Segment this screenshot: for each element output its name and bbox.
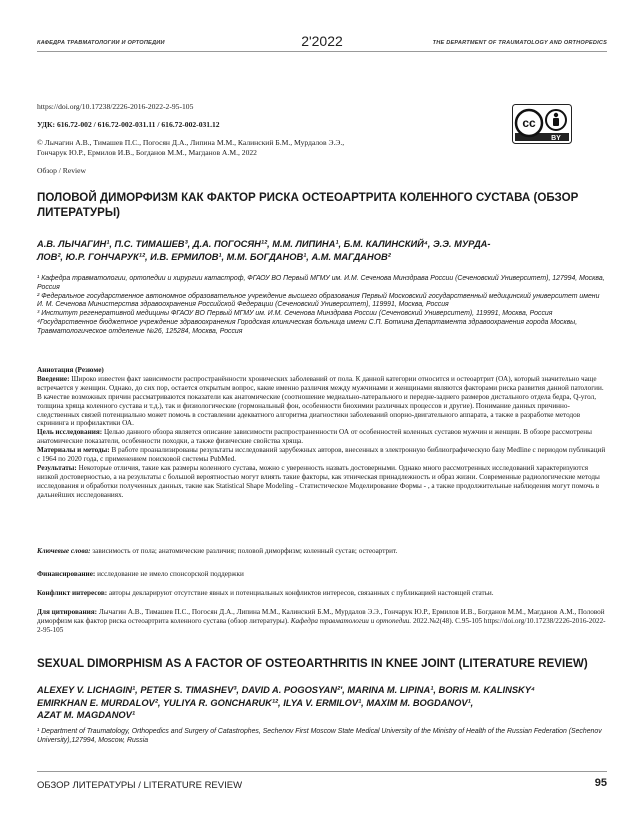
results-label: Результаты: (37, 463, 77, 472)
by-person-head (554, 113, 558, 117)
results-text: Некоторые отличия, такие как размеры коленного сустава, можно с уверенность назвать достоверными. Однако много рассмотренных исследований характеризуются низкой достоверностью, а на результаты с большой вероятностью могут влиять такие факторы, как этническая принадлежность и образ жизни. Современные радиологические методы исследования и обработки полученных данных, такие как Statistical Shape Modeling - Статистическое Моделирование Формы - , а также продолжительные наблюдения могут помочь в дальнейших исследованиях. (37, 463, 600, 499)
affiliation-3: ³ Институт регенеративной медицины ФГАОУ ВО Первый МГМУ им. И.М. Сеченова Минздрава России (Сеченовский Университет), 119991, Москва, Россия (37, 310, 553, 318)
citation-journal: Кафедра травматологии и ортопедии. (290, 617, 412, 625)
citation-label: Для цитирования: (37, 608, 98, 616)
copyright-line-2: Гончарук Ю.Р., Ермилов И.В., Богданов М.М., Магданов А.М., 2022 (37, 148, 257, 157)
affiliation-en: ¹ Department of Traumatology, Orthopedics and Surgery of Catastrophes, Sechenov First Moscow State Medical University of the Ministry of Health of the Russian Federation (Sechenov University),127994, Moscow, Russia (37, 728, 602, 744)
cc-icon-text: cc (522, 116, 536, 130)
header-divider (37, 51, 607, 52)
keywords-text: зависимость от пола; анатомические различия; половой диморфизм; коленный сустав; остеоартрит. (90, 547, 398, 555)
cc-by-license-icon[interactable] (512, 104, 572, 144)
by-person-body (553, 118, 559, 126)
udk-codes: УДК: 616.72-002 / 616.72-002-031.11 / 616.72-002-031.12 (37, 120, 220, 129)
methods-label: Материалы и методы: (37, 446, 110, 455)
conflict-text: авторы декларируют отсутствие явных и потенциальных конфликтов интересов, связанных с публикацией настоящей статьи. (107, 589, 494, 597)
keywords (37, 547, 607, 555)
citation (37, 608, 607, 635)
funding (37, 570, 607, 578)
authors-ru-line-2: ЛОВ², Ю.Р. ГОНЧАРУК¹², И.В. ЕРМИЛОВ¹, М.М. БОГДАНОВ¹, А.М. МАГДАНОВ² (37, 251, 391, 262)
authors-ru-line-1: А.В. ЛЫЧАГИН¹, П.С. ТИМАШЕВ³, Д.А. ПОГОСЯН¹², М.М. ЛИПИНА¹, Б.М. КАЛИНСКИЙ⁴, Э.Э. МУРДА- (37, 239, 491, 249)
copyright-line-1: © Лычагин А.В., Тимашев П.С., Погосян Д.А., Липина М.М., Калинский Б.М., Мурдалов Э.Э., (37, 138, 345, 147)
intro-label: Введение: (37, 374, 70, 383)
affiliations-ru (37, 275, 607, 337)
abstract-introduction (37, 375, 607, 428)
article-type: Обзор / Review (37, 166, 86, 175)
authors-en-line-2: EMIRKHAN E. MURDALOV², YULIYA R. GONCHARUK¹², ILYA V. ERMILOV¹, MAXIM M. BOGDANOV¹, (37, 697, 474, 708)
footer-section-title: ОБЗОР ЛИТЕРАТУРЫ / LITERATURE REVIEW (37, 780, 243, 791)
page-number: 95 (594, 777, 607, 789)
article-title-ru: ПОЛОВОЙ ДИМОРФИЗМ КАК ФАКТОР РИСКА ОСТЕОАРТРИТА КОЛЕННОГО СУСТАВА (ОБЗОР ЛИТЕРАТУРЫ) (37, 191, 579, 219)
doi-link[interactable]: https://doi.org/10.17238/2226-2016-2022-2-95-105 (37, 102, 194, 111)
affiliation-4: ⁴Государственное бюджетное учреждение здравоохранения Городская клиническая больница имени С.П. Боткина Департамента здравоохранения города Москвы, Травматологическое отделение №26, 125284, Москва, Россия (37, 318, 578, 335)
by-label: BY (551, 135, 561, 142)
footer-divider (37, 771, 607, 772)
conflict-of-interest (37, 589, 607, 597)
keywords-label: Ключевые слова: (37, 547, 91, 555)
authors-en-line-3: AZAT M. MAGDANOV¹ (37, 710, 135, 720)
authors-en (37, 684, 607, 722)
funding-text: исследование не имело спонсорской поддержки (95, 570, 244, 578)
copyright (37, 138, 497, 158)
header-journal-ru: КАФЕДРА ТРАВМАТОЛОГИИ И ОРТОПЕДИИ (37, 40, 165, 46)
header-issue: 2'2022 (301, 33, 343, 49)
affiliation-1: ¹ Кафедра травматологии, ортопедии и хирургии катастроф, ФГАОУ ВО Первый МГМУ им. И.М. Сеченова Минздрава России (Сеченовский Университет), 127994, Москва, Россия (37, 275, 605, 291)
citation-tail: 2022.№2(48). С.95-105 https://doi.org/10.17238/2226-2016-2022-2-95-105 (37, 617, 606, 634)
methods-text: В работе проанализированы результаты исследований зарубежных авторов, внесенных в электронную библиографическую базу Medline с периодом публикаций с 1964 по 2020 года, с применением поисковой системы PubMed. (37, 446, 606, 464)
header-journal-en: THE DEPARTMENT OF TRAUMATOLOGY AND ORTHOPEDICS (432, 40, 607, 46)
citation-text: Лычагин А.В., Тимашев П.С., Погосян Д.А., Липина М.М., Калинский Б.М., Мурдалов Э.Э., Гончарук Ю.Р., Ермилов И.В., Богданов М.М., Магданов А.М., Половой диморфизм как фактор риска остеоартрита коленного сустава (обзор литературы). (37, 608, 605, 625)
intro-text: Широко известен факт зависимости распространённости хронических заболеваний от пола. К данной категории относится и остеоартрит (ОА), который значительно чаще встречается у женщин. Однако, до сих пор, остается открытым вопрос, какие именно различия между мужчинами и женщинами являются факторами риска развития данной патологии. В качестве возможных причин рассматриваются показатели как анатомические (соотношение медиально-латерального и передне-заднего размеров дистального отдела бедра, Q-угол, толщина хряща коленного сустава и т.д.), так и физиологические (гормональный фон, особенности биохимии различных процессов и другие). Понимание данных причинно-следственных связей потенциально может помочь в составлении адекватного алгоритма диагностики заболеваний опорно-двигательного аппарата, а также в разработке методов скрининга и профилактики ОА. (37, 374, 604, 428)
affiliation-2: ² Федеральное государственное автономное образовательное учреждение высшего образования Первый Московский государственный медицинский университет имени И. М. Сеченова Министерства здравоохранения Российской Федерации (Сеченовский Университет), 119991, Москва, Россия (37, 292, 600, 309)
aim-label: Цель исследования: (37, 428, 103, 437)
conflict-label: Конфликт интересов: (37, 589, 108, 597)
funding-label: Финансирование: (37, 570, 96, 578)
aim-text: Целью данного обзора является описание зависимости распространенности ОА от особенностей коленных суставов мужчин и женщин. В обзоре рассмотрены анатомические показатели, особенности походки, а также физические свойства хряща. (37, 428, 592, 446)
abstract-aim (37, 428, 607, 446)
authors-ru (37, 238, 607, 263)
abstract-methods (37, 446, 607, 464)
abstract-heading: Аннотация (Резюме) (37, 366, 104, 374)
abstract-results (37, 464, 607, 500)
authors-en-line-1: ALEXEY V. LICHAGIN¹, PETER S. TIMASHEV³, DAVID A. POGOSYAN²', MARINA M. LIPINA¹, BORIS M. KALINSKY⁴ (37, 685, 535, 695)
abstract (37, 366, 607, 500)
article-title-en: SEXUAL DIMORPHISM AS A FACTOR OF OSTEOARTHRITIS IN KNEE JOINT (LITERATURE REVIEW) (37, 657, 588, 670)
